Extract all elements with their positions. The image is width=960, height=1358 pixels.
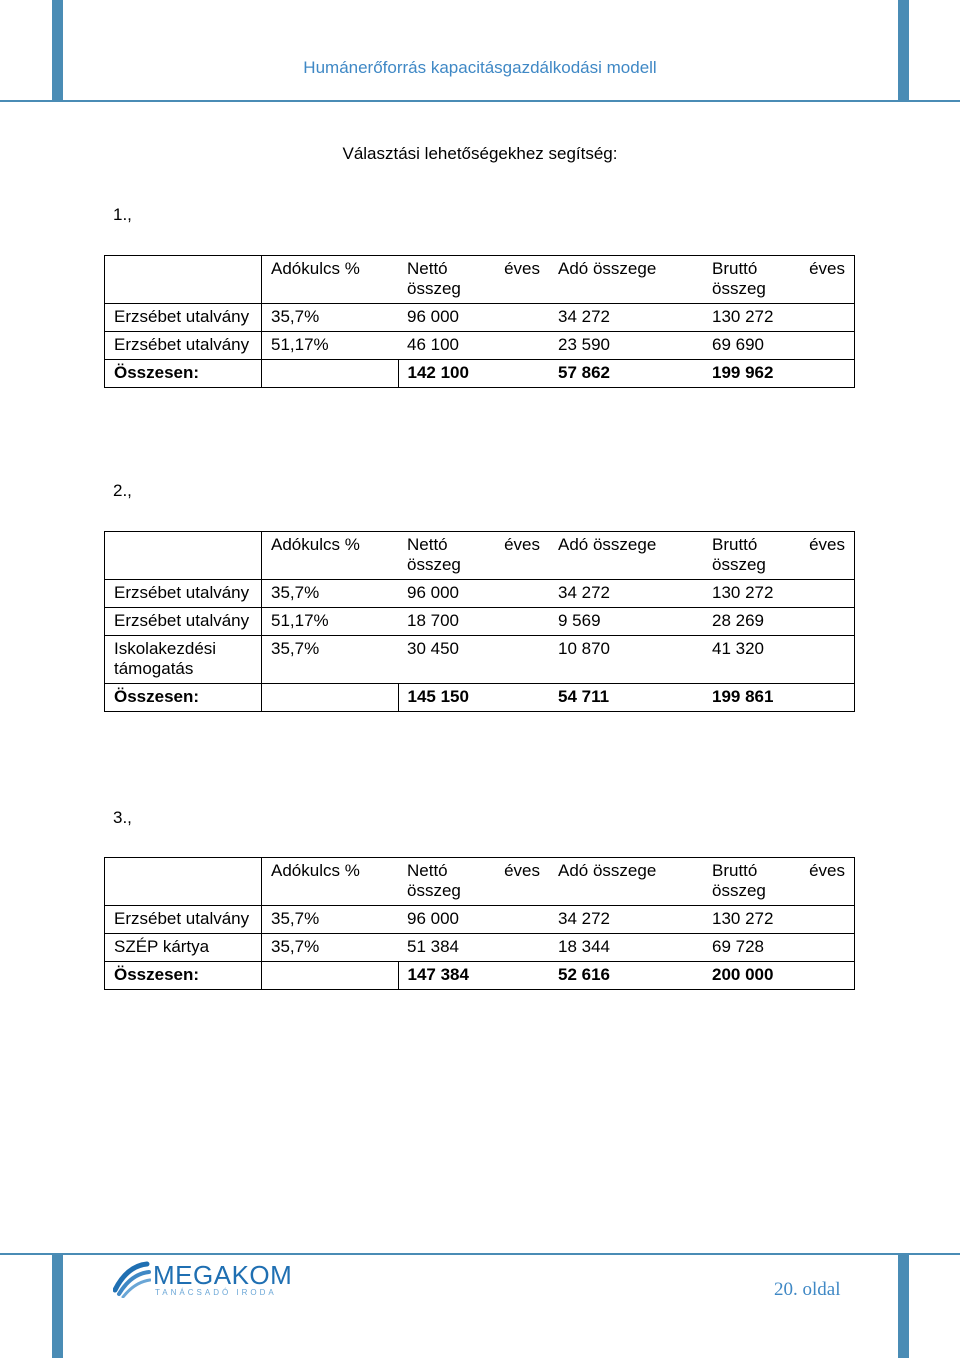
section-1-number: 1.,: [113, 205, 132, 224]
header-rule: [0, 100, 960, 102]
header-rate: Adókulcs %: [262, 858, 399, 906]
logo-swoosh-icon: [113, 1260, 151, 1298]
megakom-logo: [113, 1258, 293, 1300]
table-option-2: [104, 531, 855, 712]
logo-subtitle: TANÁCSADÓ IRODA: [155, 1288, 277, 1297]
table-option-1: [104, 255, 855, 388]
header-gross: Bruttó éves összeg: [703, 858, 855, 906]
table-total-row: Összesen: 145 150 54 711 199 861: [105, 684, 855, 712]
header-net: Nettó éves összeg: [398, 532, 549, 580]
table-row: SZÉP kártya 35,7% 51 384 18 344 69 728: [105, 934, 855, 962]
table-total-row: Összesen: 147 384 52 616 200 000: [105, 962, 855, 990]
table-row: Erzsébet utalvány 51,17% 46 100 23 590 69 690: [105, 332, 855, 360]
left-bottom-bar: [52, 1254, 63, 1358]
subtitle: Választási lehetőségekhez segítség:: [342, 144, 618, 163]
header-rate: Adókulcs %: [262, 532, 399, 580]
header-gross: Bruttó éves összeg: [703, 256, 855, 304]
right-top-bar: [898, 0, 909, 102]
table-row: Erzsébet utalvány 35,7% 96 000 34 272 130 272: [105, 580, 855, 608]
right-bottom-bar: [898, 1254, 909, 1358]
section-3-number: 3.,: [113, 808, 132, 827]
table-row: Erzsébet utalvány 35,7% 96 000 34 272 130 272: [105, 906, 855, 934]
header-gross: Bruttó éves összeg: [703, 532, 855, 580]
logo-name: MEGAKOM: [153, 1260, 293, 1290]
table-header-row: [105, 858, 855, 906]
footer-rule: [0, 1253, 960, 1255]
page-number: 20. oldal: [774, 1279, 841, 1300]
header-tax: Adó összege: [549, 532, 703, 580]
table-header-row: [105, 532, 855, 580]
section-2-number: 2.,: [113, 481, 132, 500]
header-tax: Adó összege: [549, 256, 703, 304]
header-rate: Adókulcs %: [262, 256, 399, 304]
table-row: Iskolakezdési támogatás 35,7% 30 450 10 870 41 320: [105, 636, 855, 684]
page-header-title: Humánerőforrás kapacitásgazdálkodási modell: [303, 58, 657, 77]
table-row: Erzsébet utalvány 51,17% 18 700 9 569 28 269: [105, 608, 855, 636]
table-option-3: [104, 857, 855, 990]
table-header-row: [105, 256, 855, 304]
header-tax: Adó összege: [549, 858, 703, 906]
header-net: Nettó éves összeg: [398, 858, 549, 906]
table-total-row: Összesen: 142 100 57 862 199 962: [105, 360, 855, 388]
table-row: Erzsébet utalvány 35,7% 96 000 34 272 130 272: [105, 304, 855, 332]
left-top-bar: [52, 0, 63, 102]
header-net: Nettó éves összeg: [398, 256, 549, 304]
